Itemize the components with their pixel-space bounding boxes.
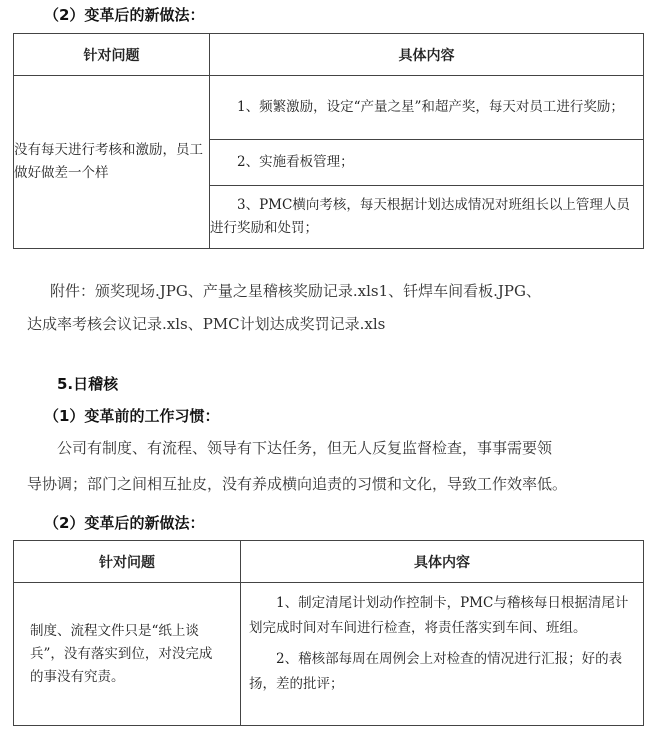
col-header-content-2: 具体内容 xyxy=(241,541,644,583)
col-header-problem-2: 针对问题 xyxy=(14,541,241,583)
content-item-1: 1、频繁激励，设定“产量之星”和超产奖，每天对员工进行奖励； xyxy=(210,76,644,140)
attachment-line-2: 达成率考核会议记录.xls、PMC计划达成奖罚记录.xls xyxy=(27,315,386,333)
section-heading-before: （1）变革前的工作习惯： xyxy=(44,407,220,425)
measures-table-2 xyxy=(13,540,644,726)
problem-cell-2: 制度、流程文件只是“纸上谈兵”，没有落实到位，对没完成的事没有究责。 xyxy=(14,583,241,726)
content-item-2-2: 2、稽核部每周在周例会上对检查的情况进行汇报；好的表扬，差的批评； xyxy=(249,651,623,692)
problem-cell: 没有每天进行考核和激励，员工做好做差一个样 xyxy=(14,76,210,249)
attachment-line-1: 附件：颁奖现场.JPG、产量之星稽核奖励记录.xls1、钎焊车间看板.JPG、 xyxy=(50,282,541,300)
measures-table-1 xyxy=(13,33,644,249)
content-cell-2 xyxy=(241,583,644,726)
before-paragraph-line-2: 导协调；部门之间相互扯皮，没有养成横向追责的习惯和文化，导致工作效率低。 xyxy=(27,475,568,493)
section-title-daily-audit: 5.日稽核 xyxy=(57,375,119,393)
col-header-content: 具体内容 xyxy=(210,34,644,76)
section-heading-new-method: （2）变革后的新做法： xyxy=(44,6,205,24)
content-item-2: 2、实施看板管理； xyxy=(210,140,644,186)
before-paragraph-line-1: 公司有制度、有流程、领导有下达任务，但无人反复监督检查，事事需要领 xyxy=(57,439,553,457)
content-item-3: 3、PMC横向考核，每天根据计划达成情况对班组长以上管理人员进行奖励和处罚； xyxy=(210,186,644,249)
col-header-problem: 针对问题 xyxy=(14,34,210,76)
section-heading-after: （2）变革后的新做法： xyxy=(44,514,205,532)
content-item-2-1: 1、制定清尾计划动作控制卡，PMC与稽核每日根据清尾计划完成时间对车间进行检查，将责任落实到车间、班组。 xyxy=(249,595,629,636)
